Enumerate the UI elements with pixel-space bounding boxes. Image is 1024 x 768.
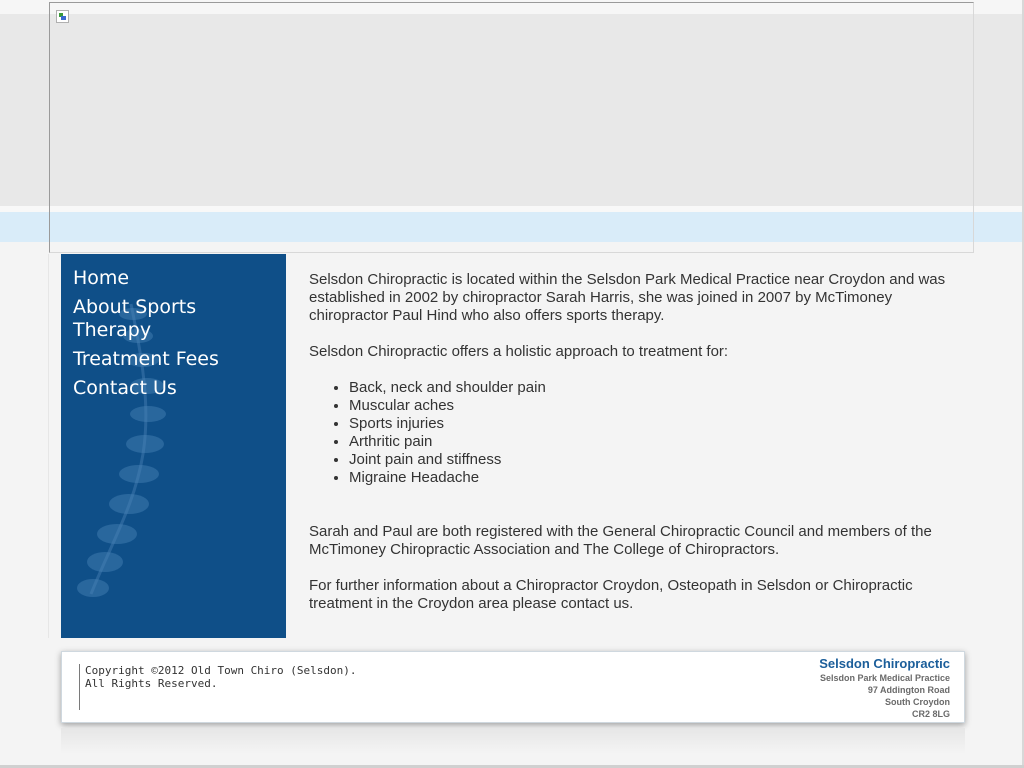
footer-address: [819, 656, 950, 720]
list-item: • Joint pain and stiffness: [349, 451, 969, 469]
list-item: • Sports injuries: [349, 415, 969, 433]
broken-image-icon: [56, 10, 69, 23]
nav-item-home[interactable]: Home: [73, 267, 130, 289]
copyright-line: Copyright ©2012 Old Town Chiro (Selsdon).: [85, 664, 357, 677]
nav-item-contact-us[interactable]: Contact Us: [73, 377, 177, 399]
main-nav: [73, 267, 273, 406]
intro-paragraph: Selsdon Chiropractic is located within the Selsdon Park Medical Practice near Croydon and was established in 2002 by chiropractor Sarah Harris, she was joined in 2007 by McTimoney chiropractor Paul Hind who also offers sports therapy.: [309, 271, 946, 324]
further-info-paragraph: For further information about a Chiropractor Croydon, Osteopath in Selsdon or Chiropractic treatment in the Croydon area please contact us.: [309, 577, 913, 612]
address-line: 97 Addington Road: [867, 685, 950, 695]
footer-reflection: [61, 728, 965, 754]
address-line: CR2 8LG: [911, 709, 950, 719]
copyright: [85, 664, 357, 690]
address-line: South Croydon: [885, 697, 950, 707]
main-content: [309, 271, 969, 631]
registration-paragraph: Sarah and Paul are both registered with the General Chiropractic Council and members of the McTimoney Chiropractic Association and The College of Chiropractors.: [309, 523, 932, 558]
rights-line: All Rights Reserved.: [85, 677, 218, 690]
practice-name: Selsdon Chiropractic: [819, 656, 950, 671]
nav-item-treatment-fees[interactable]: Treatment Fees: [73, 348, 219, 370]
list-item: • Arthritic pain: [349, 433, 969, 451]
address-line: Selsdon Park Medical Practice: [819, 673, 950, 683]
footer-divider: [79, 664, 80, 710]
sidebar: [61, 254, 286, 638]
conditions-list: [309, 379, 969, 487]
nav-item-about-sports-therapy[interactable]: About Sports Therapy: [73, 296, 197, 341]
approach-paragraph: Selsdon Chiropractic offers a holistic approach to treatment for:: [309, 343, 729, 360]
footer: [61, 651, 965, 723]
list-item: • Muscular aches: [349, 397, 969, 415]
list-item: • Back, neck and shoulder pain: [349, 379, 969, 397]
list-item: • Migraine Headache: [349, 469, 969, 487]
header-image-frame: [49, 2, 974, 253]
content-guide-line: [48, 254, 49, 638]
